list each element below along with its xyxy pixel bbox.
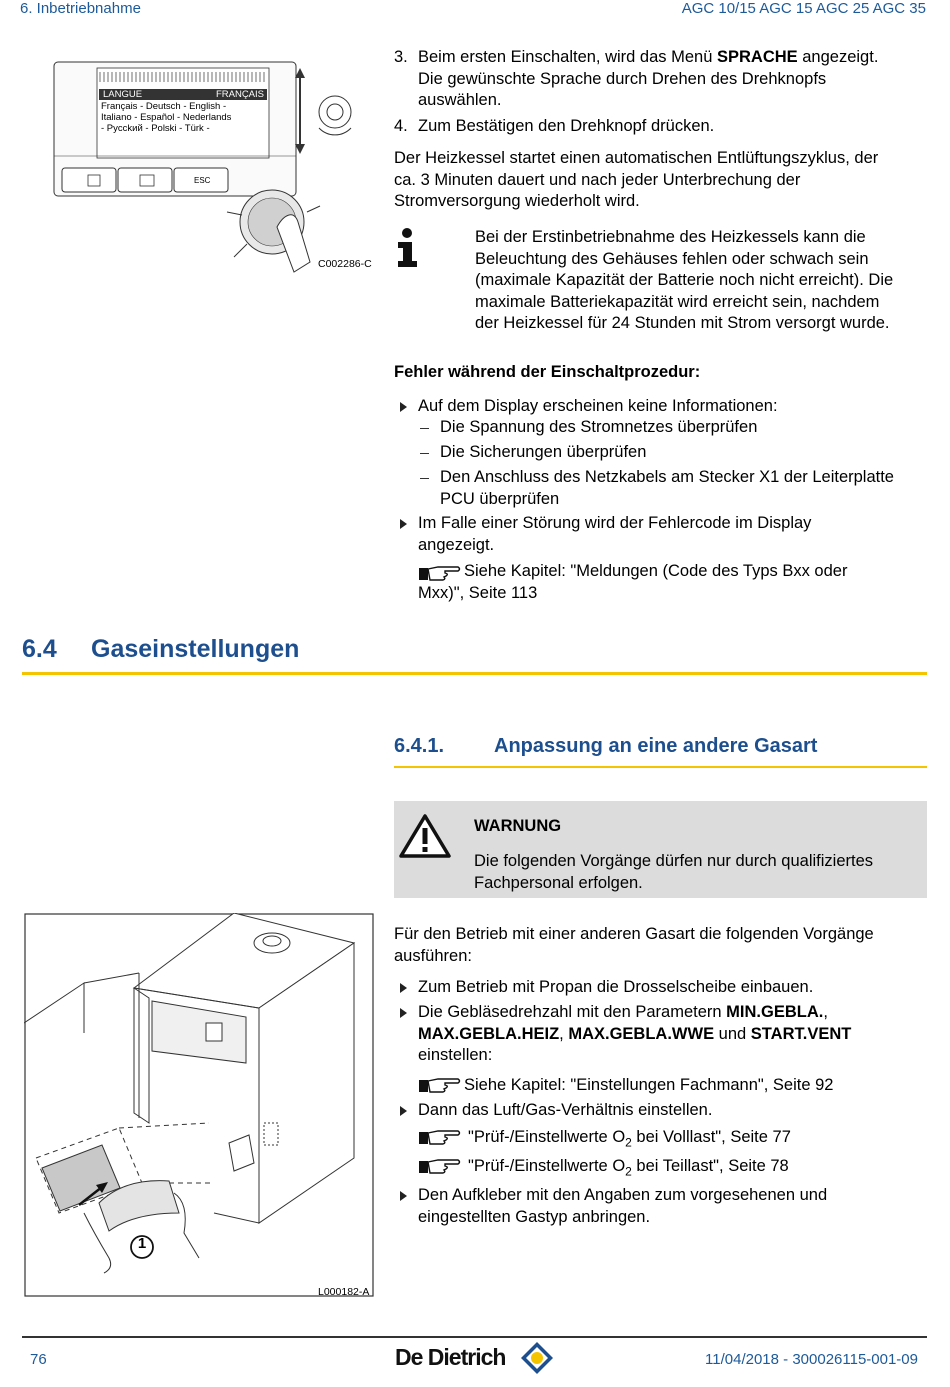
gas-bullet-2 xyxy=(418,1002,938,1067)
step-3-post: angezeigt. xyxy=(797,48,879,66)
lcd-line-1 xyxy=(100,89,266,100)
step-4-text: Zum Bestätigen den Drehknopf drücken. xyxy=(418,117,715,135)
param-start-vent: START.VENT xyxy=(750,1024,852,1043)
lcd-param-value: FRANÇAIS xyxy=(215,89,264,100)
step-3-num: 3. xyxy=(394,48,408,66)
gas-bullet-1: Zum Betrieb mit Propan die Drosselscheibe einbauen. xyxy=(418,978,814,996)
gas-bullet-4 xyxy=(418,1185,938,1228)
brand-diamond-icon xyxy=(520,1341,554,1375)
section-rule xyxy=(22,672,927,675)
esc-button-label: ESC xyxy=(194,176,211,185)
warning-line-1: Die folgenden Vorgänge dürfen nur durch qualifiziertes xyxy=(474,852,874,870)
step-3-line3: auswählen. xyxy=(418,91,502,109)
gas-bullet-2-comma: , xyxy=(823,1003,828,1021)
info-icon xyxy=(396,228,420,268)
info-note xyxy=(475,227,935,335)
info-line-2: Beleuchtung des Gehäuses fehlen oder schwach sein xyxy=(475,249,869,268)
startup-line-2: ca. 3 Minuten dauert und nach jeder Unterbrechung der xyxy=(394,170,801,189)
gas-bullet-4-line-1: Den Aufkleber mit den Angaben zum vorgesehenen und xyxy=(418,1186,828,1204)
info-line-4: maximale Batteriekapazität wird erreicht sein, nachdem xyxy=(475,292,880,311)
gas-ref-2-post: bei Volllast", Seite 77 xyxy=(631,1128,791,1146)
warning-title: WARNUNG xyxy=(474,817,562,835)
brand-logo-text: De Dietrich xyxy=(395,1344,506,1370)
pointing-hand-icon xyxy=(418,1074,462,1096)
gas-bullet-2-line-3: einstellen: xyxy=(418,1046,493,1064)
pointing-hand-icon xyxy=(418,1126,462,1148)
param-max-gebla-heiz: MAX.GEBLA.HEIZ xyxy=(418,1024,560,1043)
error-sub-1: Die Spannung des Stromnetzes überprüfen xyxy=(440,418,758,436)
bullet-arrow-icon xyxy=(400,1008,407,1018)
gas-intro xyxy=(394,924,939,967)
step-3-line2: Die gewünschte Sprache durch Drehen des Drehknopfs xyxy=(418,69,827,88)
info-line-1: Bei der Erstinbetriebnahme des Heizkessels kann die xyxy=(475,228,866,246)
startup-paragraph xyxy=(394,148,939,213)
error-bullet-2 xyxy=(418,513,811,556)
gas-ref-3-pre: "Prüf-/Einstellwerte O xyxy=(468,1157,626,1175)
gas-bullet-2-comma: , xyxy=(559,1024,569,1043)
error-ref-line-2[interactable]: Mxx)", Seite 113 xyxy=(418,583,538,602)
error-reference xyxy=(418,561,938,604)
boiler-figure-caption: L000182-A xyxy=(318,1286,370,1298)
error-sub-2: Die Sicherungen überprüfen xyxy=(440,443,647,461)
gas-reference-3[interactable] xyxy=(468,1156,789,1183)
bullet-arrow-icon xyxy=(400,519,407,529)
dash-icon xyxy=(420,453,429,454)
gas-intro-line-2: ausführen: xyxy=(394,946,472,965)
bullet-arrow-icon xyxy=(400,402,407,412)
gas-ref-2-pre: "Prüf-/Einstellwerte O xyxy=(468,1128,626,1146)
warning-text xyxy=(474,851,873,894)
gas-ref-3-post: bei Teillast", Seite 78 xyxy=(631,1157,789,1175)
error-bullet-2-line-1: Im Falle einer Störung wird der Fehlercode im Display xyxy=(418,514,812,532)
error-bullet-1: Auf dem Display erscheinen keine Informationen: xyxy=(418,397,778,415)
bullet-arrow-icon xyxy=(400,1106,407,1116)
lcd-line-4: - Pycckий - Polski - Türk - xyxy=(101,123,210,134)
boiler-drawing xyxy=(24,913,374,1298)
models-header: AGC 10/15 AGC 15 AGC 25 AGC 35 xyxy=(681,0,926,17)
boiler-figure xyxy=(24,913,374,1298)
display-figure xyxy=(22,32,372,277)
error-ref-line-1[interactable]: Siehe Kapitel: "Meldungen (Code des Typs Bxx oder xyxy=(464,562,848,580)
page-number: 76 xyxy=(30,1351,47,1368)
gas-reference-2[interactable] xyxy=(468,1127,791,1154)
control-panel-drawing xyxy=(22,32,372,277)
error-bullet-2-line-2: angezeigt. xyxy=(418,535,495,554)
warning-triangle-icon xyxy=(398,813,452,859)
dash-icon xyxy=(420,478,429,479)
lcd-param-name: LANGUE xyxy=(103,89,143,100)
menu-sprache: SPRACHE xyxy=(716,48,798,66)
section-title: Gaseinstellungen xyxy=(91,635,300,663)
footer-rule xyxy=(22,1336,927,1338)
startup-line-3: Stromversorgung wiederholt wird. xyxy=(394,192,640,210)
step-3-text xyxy=(418,47,938,112)
warning-box xyxy=(394,801,927,898)
gas-intro-line-1: Für den Betrieb mit einer anderen Gasart die folgenden Vorgänge xyxy=(394,925,874,943)
gas-ref-3-sub: 2 xyxy=(625,1164,632,1179)
lcd-line-2: Français - Deutsch - English - xyxy=(101,101,227,112)
gas-bullet-2-pre: Die Gebläsedrehzahl mit den Parametern xyxy=(418,1003,727,1021)
step-3-pre: Beim ersten Einschalten, wird das Menü xyxy=(418,48,717,66)
gas-bullet-2-und: und xyxy=(714,1024,751,1043)
param-min-gebla: MIN.GEBLA. xyxy=(726,1003,824,1021)
info-line-3: (maximale Kapazität der Batterie noch nicht erreicht). Die xyxy=(475,271,894,289)
param-max-gebla-wwe: MAX.GEBLA.WWE xyxy=(568,1024,715,1043)
subsection-rule xyxy=(394,766,927,768)
document-reference: 11/04/2018 - 300026115-001-09 xyxy=(705,1351,918,1368)
gas-ref-2-sub: 2 xyxy=(625,1135,632,1150)
bullet-arrow-icon xyxy=(400,983,407,993)
display-figure-caption: C002286-C xyxy=(318,258,372,270)
gas-reference-1[interactable]: Siehe Kapitel: "Einstellungen Fachmann", Seite 92 xyxy=(464,1076,834,1094)
pointing-hand-icon xyxy=(418,1155,462,1177)
chapter-header: 6. Inbetriebnahme xyxy=(20,0,141,17)
gas-bullet-4-line-2: eingestellten Gastyp anbringen. xyxy=(418,1207,651,1226)
info-line-5: der Heizkessel für 24 Stunden mit Strom versorgt wurde. xyxy=(475,314,890,332)
error-sub-3 xyxy=(440,467,894,510)
bullet-arrow-icon xyxy=(400,1191,407,1201)
error-sub-3-line-1: Den Anschluss des Netzkabels am Stecker X1 der Leiterplatte xyxy=(440,468,894,486)
startup-line-1: Der Heizkessel startet einen automatischen Entlüftungszyklus, der xyxy=(394,149,879,167)
warning-line-2: Fachpersonal erfolgen. xyxy=(474,873,643,892)
gas-bullet-3: Dann das Luft/Gas-Verhältnis einstellen. xyxy=(418,1101,713,1119)
section-number: 6.4 xyxy=(22,635,57,663)
subsection-title: Anpassung an eine andere Gasart xyxy=(494,735,818,757)
dash-icon xyxy=(420,428,429,429)
lcd-line-3: Italiano - Español - Nederlands xyxy=(101,112,232,123)
subsection-number: 6.4.1. xyxy=(394,735,445,757)
sticker-marker: 1 xyxy=(137,1235,147,1252)
errors-title: Fehler während der Einschaltprozedur: xyxy=(394,363,701,381)
error-sub-3-line-2: PCU überprüfen xyxy=(440,489,560,508)
step-4-num: 4. xyxy=(394,117,408,135)
